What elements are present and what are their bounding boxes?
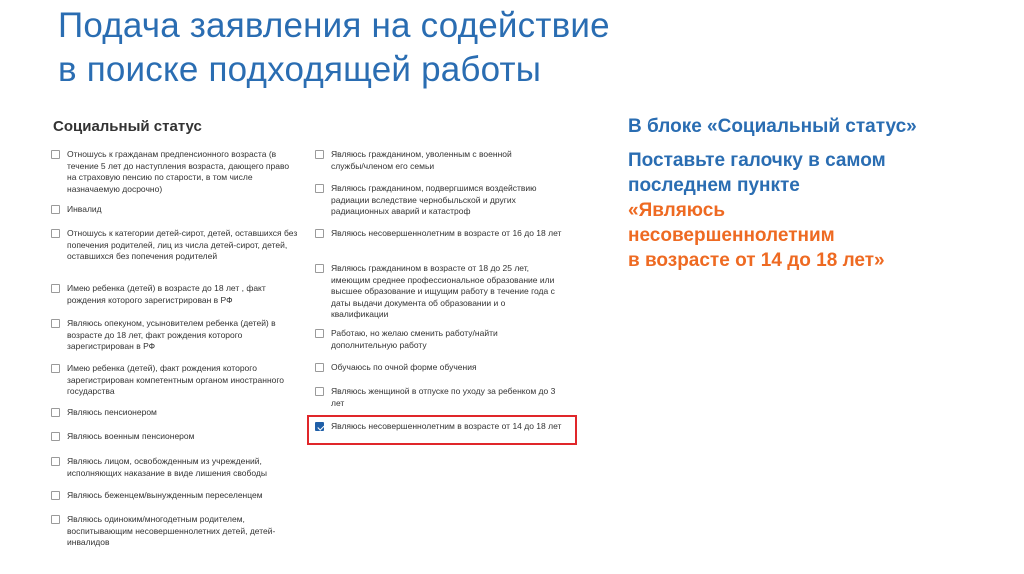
checkbox[interactable] — [51, 457, 60, 466]
option-label: Отношусь к гражданам предпенсионного возраста (в течение 5 лет до наступления возраста, дающего право на страховую пенсию по старости, в том числе назначаемую досрочно) — [67, 149, 290, 194]
checkbox[interactable] — [51, 150, 60, 159]
checkbox[interactable] — [315, 184, 324, 193]
option-label: Являюсь гражданином, уволенным с военной службы/членом его семьи — [331, 149, 512, 171]
option-label: Являюсь военным пенсионером — [67, 431, 195, 441]
option-label: Являюсь пенсионером — [67, 407, 157, 417]
option-label: Инвалид — [67, 204, 102, 214]
checkbox[interactable] — [315, 229, 324, 238]
instruction-line: в возрасте от 14 до 18 лет» — [628, 250, 885, 271]
slide-title — [58, 4, 610, 92]
checkbox[interactable] — [51, 432, 60, 441]
option-label: Обучаюсь по очной форме обучения — [331, 362, 477, 372]
option-military-discharged[interactable] — [314, 149, 539, 172]
option-maternity-leave[interactable] — [314, 386, 564, 409]
option-label: Являюсь гражданином, подвергшимся воздействию радиации вследствие чернобыльской и других радиационных аварий и катастроф — [331, 183, 537, 216]
option-label: Являюсь гражданином в возрасте от 18 до 25 лет, имеющим среднее профессиональное образование или высшее образование и ищущим работу в течение года с даты выдачи документа об образовании и о квалификации — [331, 263, 555, 319]
instruction-block-heading — [628, 114, 917, 139]
option-label: Отношусь к категории детей-сирот, детей, оставшихся без попечения родителей, лиц из числа детей-сирот, детей, оставшихся без попечения родителей — [67, 228, 298, 261]
option-guardian[interactable] — [50, 318, 298, 353]
option-pensioner[interactable] — [50, 407, 298, 419]
instruction-line: В блоке «Социальный статус» — [628, 116, 917, 137]
option-pre-pension-age[interactable] — [50, 149, 298, 195]
checkbox[interactable] — [315, 329, 324, 338]
option-label: Являюсь беженцем/вынужденным переселенцем — [67, 490, 263, 500]
option-minor-16-18[interactable] — [314, 228, 564, 240]
option-radiation[interactable] — [314, 183, 554, 218]
instruction-line: Поставьте галочку в самом — [628, 150, 886, 171]
option-label: Являюсь опекуном, усыновителем ребенка (детей) в возрасте до 18 лет, факт рождения которого зарегистрирован в РФ — [67, 318, 276, 351]
checkbox[interactable] — [315, 363, 324, 372]
option-label: Являюсь женщиной в отпуске по уходу за ребенком до 3 лет — [331, 386, 556, 408]
option-employed-seeking-change[interactable] — [314, 328, 524, 351]
option-label: Являюсь несовершеннолетним в возрасте от 14 до 18 лет — [331, 421, 562, 431]
instruction-line: «Являюсь — [628, 200, 726, 221]
checkbox[interactable] — [51, 491, 60, 500]
checkbox[interactable] — [315, 387, 324, 396]
option-orphan[interactable] — [50, 228, 298, 263]
option-refugee[interactable] — [50, 490, 298, 502]
checkbox[interactable] — [51, 364, 60, 373]
option-label: Являюсь несовершеннолетним в возрасте от 16 до 18 лет — [331, 228, 562, 238]
checkbox[interactable] — [51, 408, 60, 417]
instruction-line: последнем пункте — [628, 175, 800, 196]
option-label: Имею ребенка (детей), факт рождения которого зарегистрирован компетентным органом иностранного государства — [67, 363, 285, 396]
option-single-parent[interactable] — [50, 514, 298, 549]
checkbox[interactable] — [315, 150, 324, 159]
slide-title-line-2: в поиске подходящей работы — [58, 50, 542, 89]
checkbox[interactable] — [51, 229, 60, 238]
checkbox[interactable] — [315, 264, 324, 273]
instruction-item-name — [628, 198, 885, 273]
checkbox[interactable] — [51, 205, 60, 214]
checkbox[interactable] — [51, 319, 60, 328]
option-graduate-18-25[interactable] — [314, 263, 564, 321]
slide-title-line-1: Подача заявления на содействие — [58, 6, 610, 45]
option-child-foreign-registration[interactable] — [50, 363, 298, 398]
option-full-time-student[interactable] — [314, 362, 564, 374]
instruction-line: несовершеннолетним — [628, 225, 835, 246]
option-label: Являюсь лицом, освобожденным из учреждений, исполняющих наказание в виде лишения свободы — [67, 456, 267, 478]
option-released-from-prison[interactable] — [50, 456, 298, 479]
option-military-pensioner[interactable] — [50, 431, 298, 443]
option-label: Имею ребенка (детей) в возрасте до 18 лет , факт рождения которого зарегистрирован в РФ — [67, 283, 266, 305]
instruction-check-last-item — [628, 148, 886, 198]
checkbox[interactable] — [51, 284, 60, 293]
option-disabled[interactable] — [50, 204, 298, 216]
social-status-heading: Социальный статус — [53, 118, 202, 135]
option-label: Являюсь одиноким/многодетным родителем, воспитывающим несовершеннолетних детей, детей-инвалидов — [67, 514, 276, 547]
option-child-under-18[interactable] — [50, 283, 298, 306]
option-label: Работаю, но желаю сменить работу/найти дополнительную работу — [331, 328, 498, 350]
checkbox[interactable] — [51, 515, 60, 524]
highlight-frame — [307, 415, 577, 445]
